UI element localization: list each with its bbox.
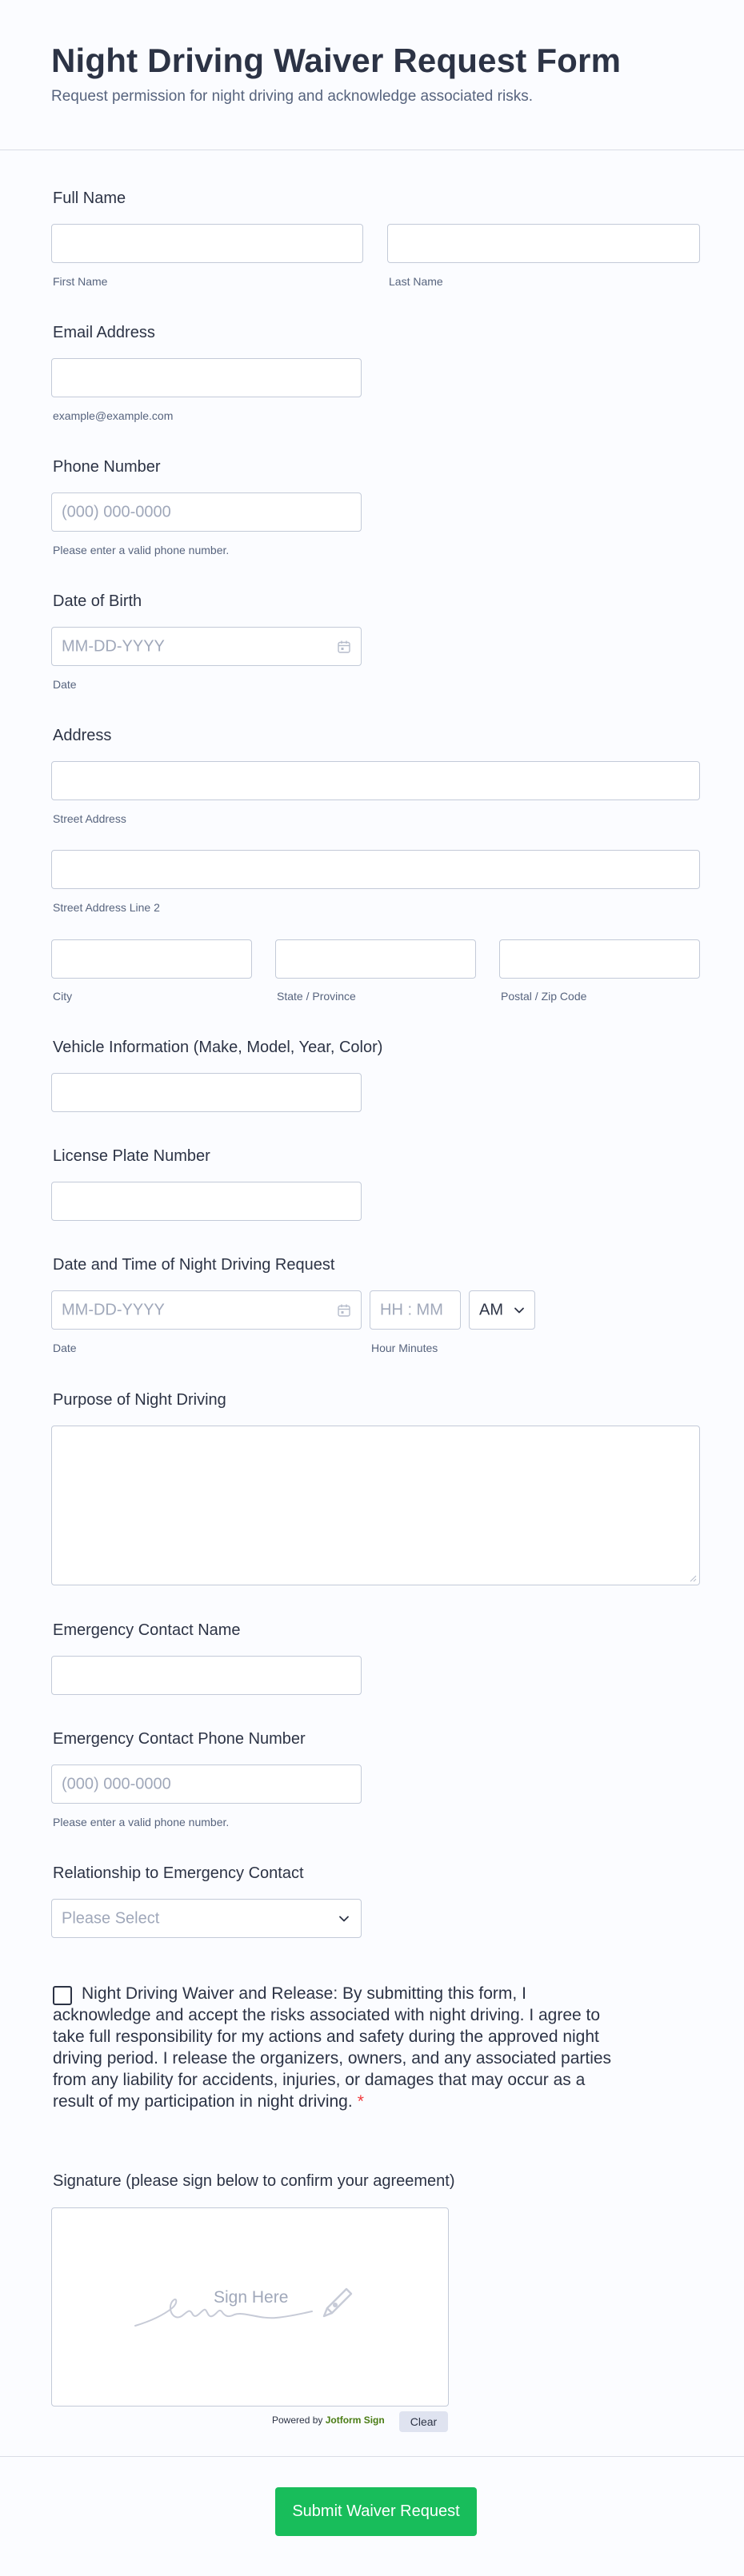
resize-grip-icon[interactable] xyxy=(689,1574,697,1582)
powered-prefix: Powered by xyxy=(272,2415,323,2426)
calendar-icon[interactable] xyxy=(337,1303,351,1318)
emergency-phone-sublabel: Please enter a valid phone number. xyxy=(53,1816,230,1828)
dob-input[interactable] xyxy=(51,627,362,666)
phone-sublabel: Please enter a valid phone number. xyxy=(53,544,230,556)
street-address-line2-input[interactable] xyxy=(51,850,700,889)
emergency-phone-label: Emergency Contact Phone Number xyxy=(53,1730,306,1748)
form-header xyxy=(0,0,744,150)
email-label: Email Address xyxy=(53,324,155,341)
relationship-placeholder: Please Select xyxy=(62,1909,160,1927)
submit-button[interactable]: Submit Waiver Request xyxy=(275,2487,477,2536)
phone-placeholder: (000) 000-0000 xyxy=(62,503,171,520)
street-address-input[interactable] xyxy=(51,761,700,800)
emergency-name-input[interactable] xyxy=(51,1656,362,1695)
street-address-line2-sublabel: Street Address Line 2 xyxy=(53,901,160,914)
form-title: Night Driving Waiver Request Form xyxy=(51,42,622,79)
chevron-down-icon xyxy=(338,1915,350,1923)
waiver-consent xyxy=(53,1983,629,2112)
required-mark: * xyxy=(357,2092,364,2111)
purpose-textarea[interactable] xyxy=(51,1426,700,1585)
phone-label: Phone Number xyxy=(53,458,161,476)
emergency-phone-input[interactable] xyxy=(51,1765,362,1804)
night-time-sublabel: Hour Minutes xyxy=(371,1342,438,1354)
first-name-sublabel: First Name xyxy=(53,275,108,288)
chevron-down-icon xyxy=(514,1306,525,1314)
full-name-label: Full Name xyxy=(53,189,126,207)
night-datetime-label: Date and Time of Night Driving Request xyxy=(53,1256,335,1274)
signature-hint: Sign Here xyxy=(214,2288,289,2307)
signature-pad[interactable] xyxy=(51,2207,449,2407)
email-sublabel: example@example.com xyxy=(53,409,174,422)
purpose-label: Purpose of Night Driving xyxy=(53,1391,226,1409)
night-date-sublabel: Date xyxy=(53,1342,77,1354)
address-label: Address xyxy=(53,727,112,744)
state-sublabel: State / Province xyxy=(277,990,356,1003)
first-name-input[interactable] xyxy=(51,224,363,263)
city-input[interactable] xyxy=(51,939,252,979)
last-name-sublabel: Last Name xyxy=(389,275,443,288)
vehicle-label: Vehicle Information (Make, Model, Year, Color) xyxy=(53,1039,383,1056)
last-name-input[interactable] xyxy=(387,224,700,263)
phone-input[interactable] xyxy=(51,492,362,532)
form-subtitle: Request permission for night driving and acknowledge associated risks. xyxy=(51,88,533,105)
ampm-select[interactable] xyxy=(469,1290,535,1330)
zip-input[interactable] xyxy=(499,939,700,979)
ampm-value: AM xyxy=(479,1301,503,1318)
night-time-input[interactable] xyxy=(370,1290,461,1330)
dob-placeholder: MM-DD-YYYY xyxy=(62,637,165,655)
signature-label: Signature (please sign below to confirm your agreement) xyxy=(53,2172,455,2190)
dob-label: Date of Birth xyxy=(53,592,142,610)
street-address-sublabel: Street Address xyxy=(53,812,126,825)
calendar-icon[interactable] xyxy=(337,640,351,654)
powered-brand: Jotform Sign xyxy=(325,2415,385,2426)
night-date-placeholder: MM-DD-YYYY xyxy=(62,1301,165,1318)
vehicle-input[interactable] xyxy=(51,1073,362,1112)
zip-sublabel: Postal / Zip Code xyxy=(501,990,587,1003)
night-date-input[interactable] xyxy=(51,1290,362,1330)
powered-by-label xyxy=(272,2415,385,2426)
emergency-phone-placeholder: (000) 000-0000 xyxy=(62,1775,171,1792)
waiver-text: Night Driving Waiver and Release: By submitting this form, I acknowledge and accept the risks associated with night driving. I agree to take full responsibility for my actions and safety during the approved night driving period. I release the organizers, owners, and any associated parties from any liability for accidents, injuries, or damages that may occur as a result of my participation in night driving. xyxy=(53,1984,612,2111)
plate-label: License Plate Number xyxy=(53,1147,210,1165)
signature-scribble-icon xyxy=(132,2284,364,2332)
emergency-name-label: Emergency Contact Name xyxy=(53,1621,241,1639)
state-input[interactable] xyxy=(275,939,476,979)
clear-signature-button[interactable]: Clear xyxy=(399,2411,448,2432)
plate-input[interactable] xyxy=(51,1182,362,1221)
relationship-select[interactable] xyxy=(51,1899,362,1938)
email-input[interactable] xyxy=(51,358,362,397)
night-time-placeholder: HH : MM xyxy=(380,1301,443,1318)
city-sublabel: City xyxy=(53,990,73,1003)
relationship-label: Relationship to Emergency Contact xyxy=(53,1864,304,1882)
dob-sublabel: Date xyxy=(53,678,77,691)
footer-divider xyxy=(0,2456,744,2457)
